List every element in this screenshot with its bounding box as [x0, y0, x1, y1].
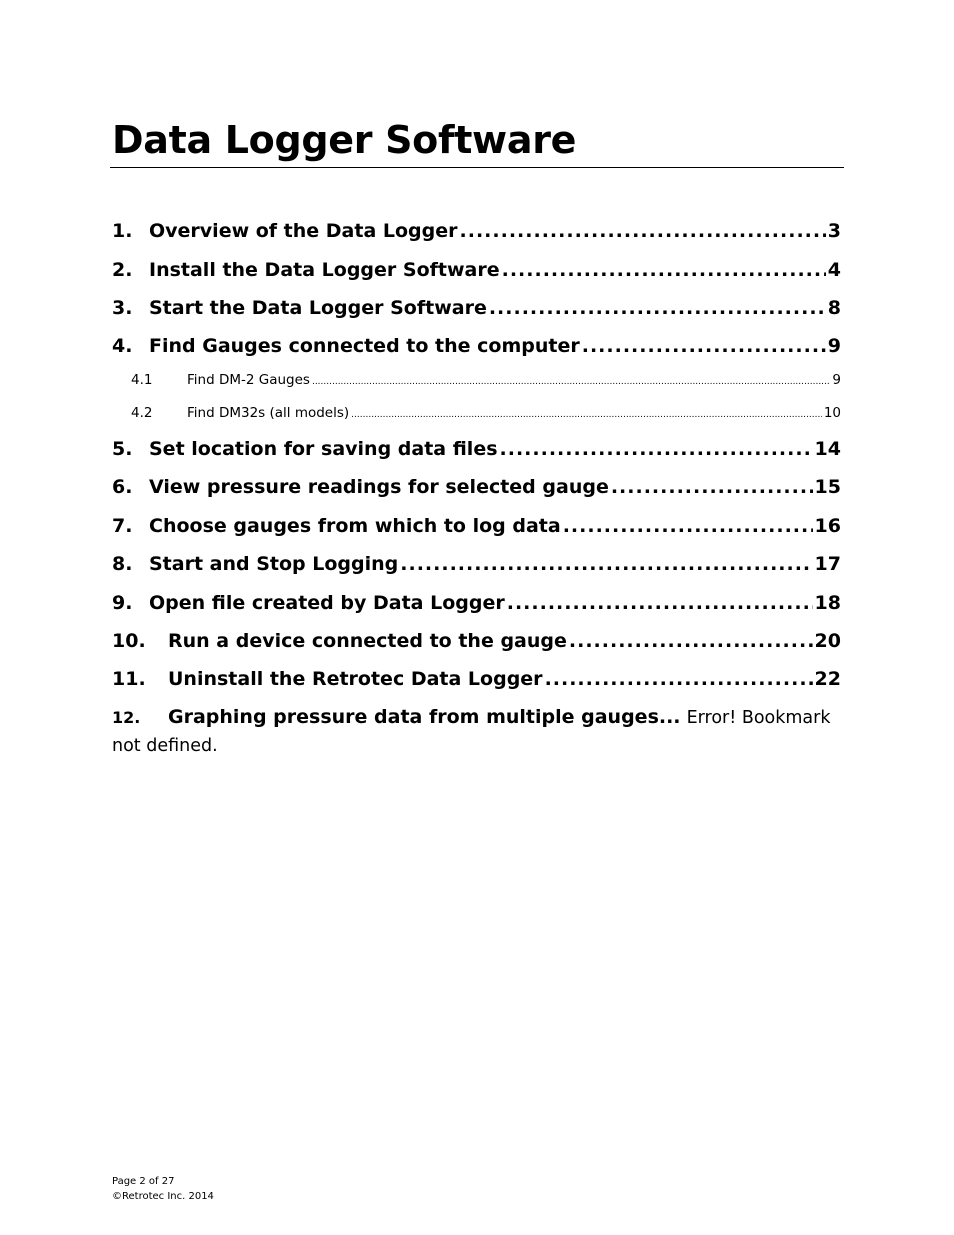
toc-text: Overview of the Data Logger — [149, 220, 458, 242]
toc-leader — [351, 405, 822, 425]
toc-text: Find Gauges connected to the computer — [149, 335, 580, 357]
toc-leader — [312, 372, 830, 392]
toc-leader — [460, 216, 826, 246]
toc-entry-4[interactable] — [112, 331, 841, 361]
toc-entry-7[interactable] — [112, 511, 841, 541]
toc-entry-10[interactable] — [112, 626, 841, 656]
toc-number: 4.2 — [131, 405, 153, 421]
toc-entry-8[interactable] — [112, 549, 841, 579]
toc-page: 15 — [814, 476, 841, 498]
title-underline — [110, 167, 844, 168]
toc-leader — [500, 434, 813, 464]
toc-page: 16 — [814, 515, 841, 537]
toc-leader — [582, 331, 826, 361]
toc-leader — [502, 255, 826, 285]
toc-entry-4-2[interactable] — [131, 403, 841, 423]
toc-text: Start and Stop Logging — [149, 553, 399, 575]
toc-entry-3[interactable] — [112, 293, 841, 323]
toc-text: View pressure readings for selected gauge — [149, 476, 609, 498]
toc-number: 7. — [112, 515, 133, 537]
toc-number: 4. — [112, 335, 133, 357]
toc-page: 8 — [827, 297, 841, 319]
toc-page: 10 — [823, 405, 841, 421]
toc-leader — [569, 626, 813, 656]
toc-entry-11[interactable] — [112, 664, 841, 694]
toc-text: Uninstall the Retrotec Data Logger — [168, 668, 543, 690]
toc-text: Install the Data Logger Software — [149, 259, 500, 281]
toc-number: 5. — [112, 438, 133, 460]
toc-number: 1. — [112, 220, 133, 242]
toc-number: 12. — [112, 708, 141, 727]
toc-leader — [611, 472, 813, 502]
page-number: Page 2 of 27 — [112, 1176, 175, 1187]
toc-text: Set location for saving data files — [149, 438, 498, 460]
toc-page: 9 — [827, 335, 841, 357]
toc-number: 3. — [112, 297, 133, 319]
toc-entry-5[interactable] — [112, 434, 841, 464]
toc-page: 20 — [814, 630, 841, 652]
bookmark-error-text: Error! Bookmark not defined. — [112, 708, 831, 756]
toc-page: 17 — [814, 553, 841, 575]
toc-page: 18 — [814, 592, 841, 614]
toc-page: 3 — [827, 220, 841, 242]
toc-number: 4.1 — [131, 372, 153, 388]
toc-leader — [545, 664, 813, 694]
toc-leader — [507, 588, 813, 618]
toc-leader — [400, 549, 812, 579]
toc-number: 8. — [112, 553, 133, 575]
toc-number: 2. — [112, 259, 133, 281]
page-footer — [112, 1174, 214, 1204]
document-title: Data Logger Software — [112, 118, 577, 162]
toc-number: 6. — [112, 476, 133, 498]
toc-entry-2[interactable] — [112, 255, 841, 285]
toc-entry-12[interactable] — [112, 704, 841, 760]
toc-number: 9. — [112, 592, 133, 614]
toc-page: 4 — [827, 259, 841, 281]
toc-leader — [489, 293, 826, 323]
toc-page: 14 — [814, 438, 841, 460]
copyright: ©Retrotec Inc. 2014 — [112, 1191, 214, 1202]
toc-text: Find DM32s (all models) — [187, 405, 350, 421]
toc-text: Open file created by Data Logger — [149, 592, 505, 614]
toc-entry-6[interactable] — [112, 472, 841, 502]
toc-entry-4-1[interactable] — [131, 370, 841, 390]
toc-ellipsis: ... — [658, 706, 681, 728]
toc-number: 10. — [112, 630, 146, 652]
toc-text: Choose gauges from which to log data — [149, 515, 561, 537]
toc-text: Run a device connected to the gauge — [168, 630, 567, 652]
toc-page: 9 — [832, 372, 841, 388]
toc-text: Find DM-2 Gauges — [187, 372, 310, 388]
toc-leader — [563, 511, 813, 541]
toc-text: Graphing pressure data from multiple gauges — [168, 706, 659, 728]
toc-number: 11. — [112, 668, 146, 690]
toc-text: Start the Data Logger Software — [149, 297, 487, 319]
toc-page: 22 — [814, 668, 841, 690]
toc-entry-1[interactable] — [112, 216, 841, 246]
toc-entry-9[interactable] — [112, 588, 841, 618]
